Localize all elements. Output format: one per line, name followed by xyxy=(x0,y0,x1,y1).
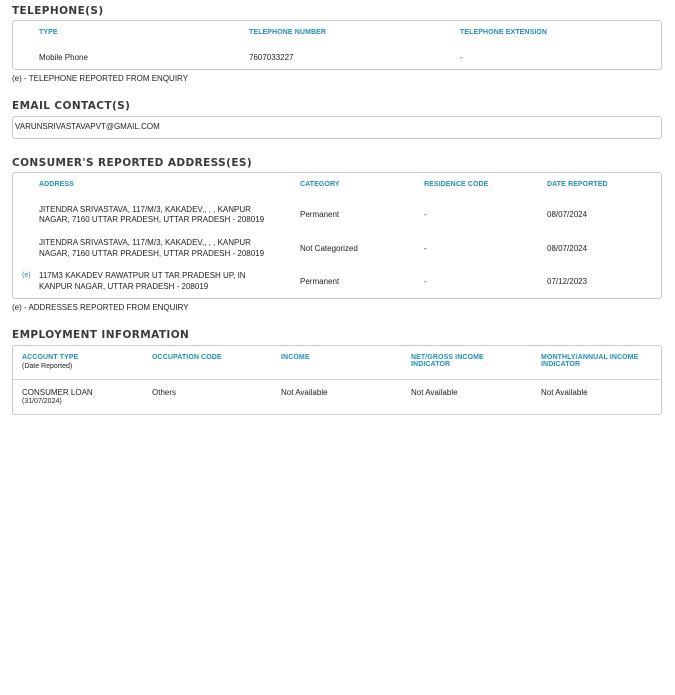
telephone-section-title: TELEPHONE(S) xyxy=(12,5,104,17)
email-section-title: EMAIL CONTACT(S) xyxy=(12,100,131,112)
telephone-number: 7607033227 xyxy=(249,53,294,62)
telephone-type: Mobile Phone xyxy=(39,53,88,62)
telephone-table xyxy=(12,20,662,70)
address-row-3-line2: KANPUR NAGAR, UTTAR PRADESH - 208019 xyxy=(39,282,209,291)
employment-monthly-annual: Not Available xyxy=(541,388,588,397)
address-row-3-enquiry-marker: (e) xyxy=(22,272,31,279)
employment-date-reported: (31/07/2024) xyxy=(22,398,62,405)
address-header-category: CATEGORY xyxy=(300,181,340,188)
address-note: (e) - ADDRESSES REPORTED FROM ENQUIRY xyxy=(12,303,189,312)
employment-occupation: Others xyxy=(152,388,177,397)
employment-income: Not Available xyxy=(281,388,328,397)
employment-header-monthly-annual: MONTHLY/ANNUAL INCOME xyxy=(541,354,639,361)
employment-section-title: EMPLOYMENT INFORMATION xyxy=(12,329,190,341)
employment-account-type: CONSUMER LOAN xyxy=(22,388,93,397)
address-row-2-category: Not Categorized xyxy=(300,244,358,253)
employment-header-net-gross: NET/GROSS INCOME xyxy=(411,354,484,361)
address-row-1-category: Permanent xyxy=(300,210,340,219)
employment-header-divider xyxy=(13,379,661,380)
address-header-address: ADDRESS xyxy=(39,181,74,188)
telephone-note: (e) - TELEPHONE REPORTED FROM ENQUIRY xyxy=(12,74,189,83)
telephone-header-extension: TELEPHONE EXTENSION xyxy=(460,29,548,36)
address-row-1-line1: JITENDRA SRIVASTAVA, 117/M/3, KAKADEV,, , , KANPUR xyxy=(39,205,251,214)
address-row-2-residence: - xyxy=(424,244,427,253)
employment-header-net-gross-indicator: INDICATOR xyxy=(411,361,451,368)
employment-header-account-type: ACCOUNT TYPE xyxy=(22,354,79,361)
address-row-3-date: 07/12/2023 xyxy=(547,277,588,286)
address-row-2-date: 08/07/2024 xyxy=(547,244,588,253)
address-table xyxy=(12,172,662,299)
telephone-header-type: TYPE xyxy=(39,29,58,36)
employment-header-occupation: OCCUPATION CODE xyxy=(152,354,222,361)
address-row-3-residence: - xyxy=(424,277,427,286)
address-row-3-category: Permanent xyxy=(300,277,340,286)
telephone-header-number: TELEPHONE NUMBER xyxy=(249,29,327,36)
email-box xyxy=(12,116,662,139)
employment-header-income: INCOME xyxy=(281,354,310,361)
telephone-extension: - xyxy=(460,53,463,62)
employment-header-date-reported: (Date Reported) xyxy=(22,363,73,370)
address-row-1-line2: NAGAR, 7160 UTTAR PRADESH, UTTAR PRADESH - 208019 xyxy=(39,215,265,224)
address-header-date: DATE REPORTED xyxy=(547,181,608,188)
address-row-2-line1: JITENDRA SRIVASTAVA, 117/M/3, KAKADEV,, , , KANPUR xyxy=(39,238,251,247)
address-row-2-line2: NAGAR, 7160 UTTAR PRADESH, UTTAR PRADESH - 208019 xyxy=(39,249,265,258)
employment-table xyxy=(12,345,662,415)
employment-header-monthly-annual-indicator: INDICATOR xyxy=(541,361,581,368)
address-row-3-line1: 117M3 KAKADEV RAWATPUR UT TAR PRADESH UP, IN xyxy=(39,271,246,280)
address-row-1-residence: - xyxy=(424,210,427,219)
address-section-title: CONSUMER'S REPORTED ADDRESS(ES) xyxy=(12,157,253,169)
address-header-residence: RESIDENCE CODE xyxy=(424,181,489,188)
address-row-1-date: 08/07/2024 xyxy=(547,210,588,219)
employment-net-gross: Not Available xyxy=(411,388,458,397)
email-value: VARUNSRIVASTAVAPVT@GMAIL.COM xyxy=(15,122,160,131)
